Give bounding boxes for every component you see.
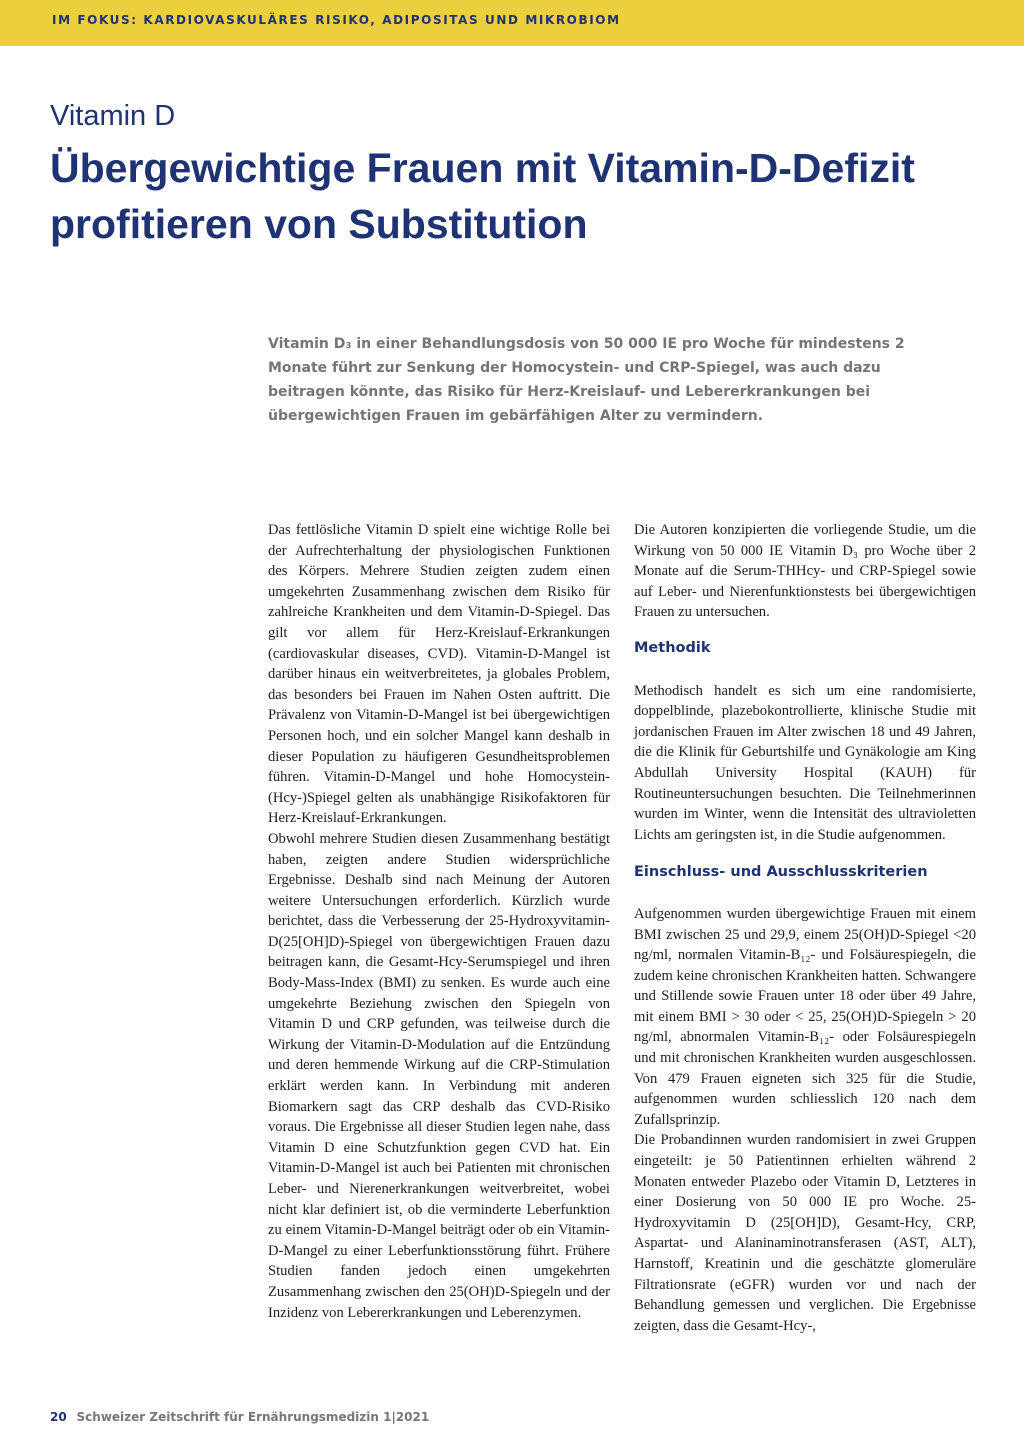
right-column — [634, 520, 976, 1336]
body-paragraph: Das fettlösliche Vitamin D spielt eine wichtige Rolle bei der Aufrechterhaltung der physiologischen Funktionen des Körpers. Mehrere Studien zeigten zudem einen umgekehrten Zusammenhang zwischen dem Risiko für zahlreiche Krankheiten und dem Vitamin-D-Spiegel. Das gilt vor allem für Herz-Kreislauf-Erkrankungen (cardiovaskular diseases, CVD). Vitamin-D-Mangel ist darüber hinaus ein weitverbreitetes, ja globales Problem, das besonders bei Frauen im Nahen Osten auftritt. Die Prävalenz von Vitamin-D-Mangel ist bei übergewichtigen Personen hoch, und ein solcher Mangel kann deshalb in dieser Population zu häufigeren Gesundheitsproblemen führen. Vitamin-D-Mangel und hohe Homocystein-(Hcy-)Spiegel gelten als unabhängige Risikofaktoren für Herz-Kreislauf-Erkrankungen. — [268, 522, 610, 827]
section-banner — [0, 0, 1024, 46]
body-paragraph: Die Autoren konzipierten die vorliegende Studie, um die Wirkung von 50 000 IE Vitamin D₃ pro Woche über 2 Monate auf die Serum-THHcy- und CRP-Spiegel sowie auf Leber- und Nierenfunktionstests bei übergewichtigen Frauen zu untersuchen. — [634, 522, 976, 621]
body-paragraph: Obwohl mehrere Studien diesen Zusammenhang bestätigt haben, zeigten andere Studien widersprüchliche Ergebnisse. Deshalb sind nach Meinung der Autoren weitere Untersuchungen erforderlich. Kürzlich wurde berichtet, dass die Verbesserung der 25-Hydroxyvitamin-D(25[OH]D)-Spiegel von übergewichtigen Frauen dazu beitragen kann, die Gesamt-Hcy-Serumspiegel und ihren Body-Mass-Index (BMI) zu senken. Es wurde auch eine umgekehrte Beziehung zwischen den Spiegeln von Vitamin D und CRP gefunden, was teilweise durch die Wirkung der Vitamin-D-Modulation auf die Entzündung und deren hemmende Wirkung auf die CRP-Stimulation erklärt werden kann. In Verbindung mit anderen Biomarkern sagt das CRP deshalb das CVD-Risiko voraus. Die Ergebnisse all dieser Studien legen nahe, dass Vitamin D eine Schutzfunktion gegen CVD hat. Ein Vitamin-D-Mangel ist auch bei Patienten mit chronischen Leber- und Nierenerkrankungen weitverbreitet, wobei nicht klar definiert ist, ob die verminderte Leberfunktion zu einem Vitamin-D-Mangel beiträgt oder ob ein Vitamin-D-Mangel zu einer Leberfunktionsstörung führt. Frühere Studien fanden jedoch einen umgekehrten Zusammenhang zwischen den 25(OH)D-Spiegeln und der Inzidenz von Lebererkrankungen und Leberenzymen. — [268, 830, 610, 1321]
article-kicker: Vitamin D — [50, 100, 176, 132]
page-footer — [50, 1410, 429, 1424]
section-heading-einschluss: Einschluss- und Ausschlusskriterien — [634, 864, 928, 881]
body-paragraph: Aufgenommen wurden übergewichtige Frauen mit einem BMI zwischen 25 und 29,9, einem 25(OH)D-Spiegel <20 ng/ml, normalen Vitamin-B₁₂- und Folsäurespiegeln, die zudem keine chronischen Krankheiten hatten. Schwangere und Stillende sowie Frauen unter 18 oder über 49 Jahre, mit einem BMI > 30 oder < 25, 25(OH)D-Spiegeln > 20 ng/ml, abnormalen Vitamin-B₁₂- oder Folsäurespiegeln und mit chronischen Krankheiten wurden ausgeschlossen. Von 479 Frauen eigneten sich 325 für die Studie, aufgenommen wurden schliesslich 120 nach dem Zufallsprinzip. — [634, 905, 977, 1128]
section-banner-label: IM FOKUS: KARDIOVASKULÄRES RISIKO, ADIPOSITAS UND MIKROBIOM — [52, 13, 621, 27]
article-headline: Übergewichtige Frauen mit Vitamin-D-Defizit profitieren von Substitution — [50, 145, 915, 247]
journal-name: Schweizer Zeitschrift für Ernährungsmedizin 1|2021 — [76, 1410, 430, 1424]
page-number: 20 — [50, 1410, 67, 1424]
left-column — [268, 520, 610, 1323]
body-paragraph: Methodisch handelt es sich um eine randomisierte, doppelblinde, plazebokontrollierte, klinische Studie mit jordanischen Frauen im Alter zwischen 18 und 49 Jahren, die die Klinik für Geburtshilfe und Gynäkologie am King Abdullah University Hospital (KAUH) für Routineuntersuchungen besuchten. Die Teilnehmerinnen wurden im Winter, wenn die Intensität des ultravioletten Lichts am geringsten ist, in die Studie aufgenommen. — [634, 682, 976, 843]
section-heading-methodik: Methodik — [634, 639, 711, 656]
article-lead: Vitamin D₃ in einer Behandlungsdosis von 50 000 IE pro Woche für mindestens 2 Monate führt zur Senkung der Homocystein- und CRP-Spiegel, was auch dazu beitragen könnte, das Risiko für Herz-Kreislauf- und Lebererkrankungen bei übergewichtigen Frauen im gebärfähigen Alter zu vermindern. — [268, 336, 905, 424]
body-paragraph: Die Probandinnen wurden randomisiert in zwei Gruppen eingeteilt: je 50 Patientinnen erhielten während 2 Monaten entweder Plazebo oder Vitamin D, Letzteres in einer Dosierung von 50 000 IE pro Woche. 25-Hydroxyvitamin D (25[OH]D), Gesamt-Hcy, CRP, Aspartat- und Alaninaminotransferasen (AST, ALT), Harnstoff, Kreatinin und die geschätzte glomeruläre Filtrationsrate (eGFR) wurden vor und nach der Behandlung gemessen und verglichen. Die Ergebnisse zeigten, dass die Gesamt-Hcy-, — [634, 1132, 976, 1334]
